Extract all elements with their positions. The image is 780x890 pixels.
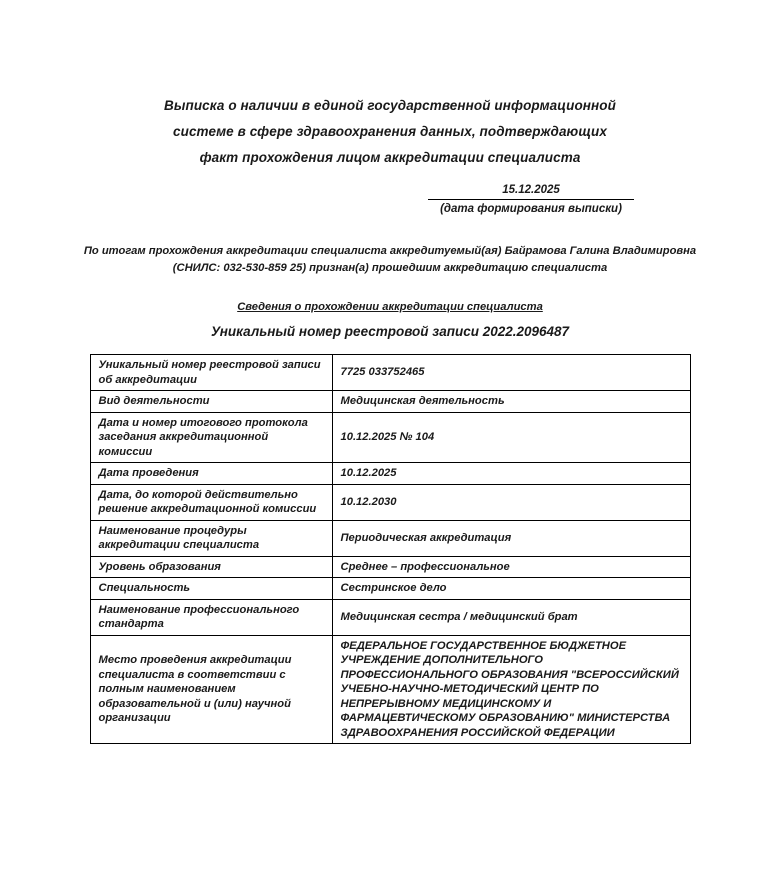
row-value: Периодическая аккредитация	[332, 520, 690, 556]
row-label: Вид деятельности	[90, 391, 332, 413]
row-value: Сестринское дело	[332, 578, 690, 600]
row-label: Наименование профессионального стандарта	[90, 599, 332, 635]
row-label: Дата, до которой действительно решение аккредитационной комиссии	[90, 484, 332, 520]
row-value: Медицинская деятельность	[332, 391, 690, 413]
table-row	[90, 599, 690, 635]
row-value: 10.12.2025	[332, 463, 690, 485]
accreditation-table	[90, 354, 691, 744]
row-value: Медицинская сестра / медицинский брат	[332, 599, 690, 635]
row-value: Среднее – профессиональное	[332, 556, 690, 578]
row-value: ФЕДЕРАЛЬНОЕ ГОСУДАРСТВЕННОЕ БЮДЖЕТНОЕ УЧРЕЖДЕНИЕ ДОПОЛНИТЕЛЬНОГО ПРОФЕССИОНАЛЬНОГО ОБРАЗОВАНИЯ "ВСЕРОССИЙСКИЙ УЧЕБНО-НАУЧНО-МЕТОДИЧЕСКИЙ ЦЕНТР ПО НЕПРЕРЫВНОМУ МЕДИЦИНСКОМУ И ФАРМАЦЕВТИЧЕСКОМУ ОБРАЗОВАНИЮ" МИНИСТЕРСТВА ЗДРАВООХРАНЕНИЯ РОССИЙСКОЙ ФЕДЕРАЦИИ	[332, 635, 690, 744]
section-heading: Сведения о прохождении аккредитации специалиста	[237, 301, 543, 313]
row-label: Специальность	[90, 578, 332, 600]
row-label: Дата и номер итогового протокола заседания аккредитационной комиссии	[90, 412, 332, 463]
row-label: Наименование процедуры аккредитации специалиста	[90, 520, 332, 556]
table-row	[90, 635, 690, 744]
table-row	[90, 355, 690, 391]
table-row	[90, 463, 690, 485]
issue-date-block	[428, 183, 634, 216]
row-value: 7725 033752465	[332, 355, 690, 391]
row-value: 10.12.2030	[332, 484, 690, 520]
row-label: Дата проведения	[90, 463, 332, 485]
table-row	[90, 412, 690, 463]
issue-date-caption: (дата формирования выписки)	[440, 203, 622, 215]
issue-date-value: 15.12.2025	[428, 183, 634, 200]
document-title: Выписка о наличии в единой государственной информационной системе в сфере здравоохранения данных, подтверждающих факт прохождения лицом аккредитации специалиста	[164, 98, 617, 165]
table-row	[90, 520, 690, 556]
table-row	[90, 556, 690, 578]
table-row	[90, 391, 690, 413]
row-label: Уровень образования	[90, 556, 332, 578]
row-label: Уникальный номер реестровой записи об аккредитации	[90, 355, 332, 391]
row-label: Место проведения аккредитации специалиста в соответствии с полным наименованием образовательной и (или) научной организации	[90, 635, 332, 744]
row-value: 10.12.2025 № 104	[332, 412, 690, 463]
registry-number-heading: Уникальный номер реестровой записи 2022.2096487	[210, 324, 570, 339]
accreditation-summary-paragraph: По итогам прохождения аккредитации специалиста аккредитуемый(ая) Байрамова Галина Владимировна (СНИЛС: 032-530-859 25) признан(а) прошедшим аккредитацию специалиста	[83, 245, 697, 274]
table-row	[90, 578, 690, 600]
table-row	[90, 484, 690, 520]
